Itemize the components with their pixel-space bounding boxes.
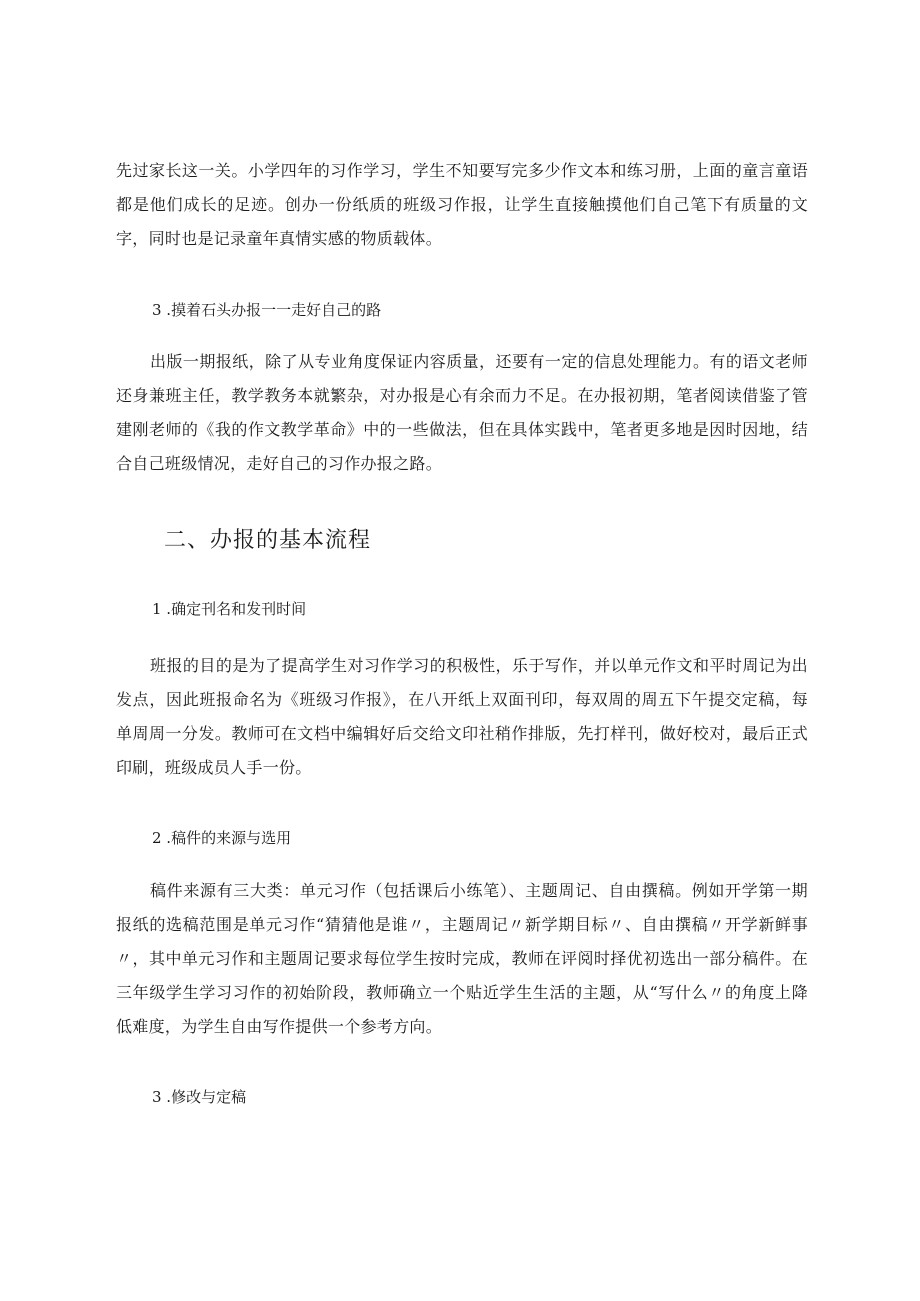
subheading-explore-newspaper: 3 .摸着石头办报一一走好自己的路 [152, 301, 382, 319]
paragraph-manuscript-categories: 稿件来源有三大类：单元习作（包括课后小练笔）、主题周记、自由撰稿。例如开学第一期报纸的选稿范围是单元习作“猜猜他是谁〃，主题周记〃新学期目标〃、自由撰稿〃开学新鲜事〃，其中单元习作和主题周记要求每位学生按时完成，教师在评阅时择优初选出一部分稿件。在三年级学生学习习作的初始阶段，教师确立一个贴近学生生活的主题，从“写什么〃的角度上降低难度，为学生自由写作提供一个参考方向。 [116, 881, 808, 1036]
subheading-revision-finalization: 3 .修改与定稿 [152, 1088, 247, 1106]
subheading-manuscript-source: 2 .稿件的来源与选用 [152, 829, 292, 847]
paragraph-newspaper-purpose: 班报的目的是为了提高学生对习作学习的积极性，乐于写作，并以单元作文和平时周记为出发点，因此班报命名为《班级习作报》，在八开纸上双面刊印，每双周的周五下午提交定稿，每单周周一分发。教师可在文档中编辑好后交给文印社稍作排版，先打样刊，做好校对，最后正式印刷，班级成员人手一份。 [116, 656, 808, 777]
subheading-name-and-schedule: 1 .确定刊名和发刊时间 [152, 600, 307, 618]
section-heading-basic-process: 二、办报的基本流程 [164, 528, 372, 553]
paragraph-information-processing: 出版一期报纸，除了从专业角度保证内容质量，还要有一定的信息处理能力。有的语文老师还身兼班主任，教学教务本就繁杂，对办报是心有余而力不足。在办报初期，笔者阅读借鉴了管建刚老师的《我的作文教学革命》中的一些做法，但在具体实践中，笔者更多地是因时因地，结合自己班级情况，走好自己的习作办报之路。 [116, 352, 808, 473]
paragraph-family-journal: 先过家长这一关。小学四年的习作学习，学生不知要写完多少作文本和练习册，上面的童言童语都是他们成长的足迹。创办一份纸质的班级习作报，让学生直接触摸他们自己笔下有质量的文字，同时也是记录童年真情实感的物质载体。 [116, 161, 808, 248]
